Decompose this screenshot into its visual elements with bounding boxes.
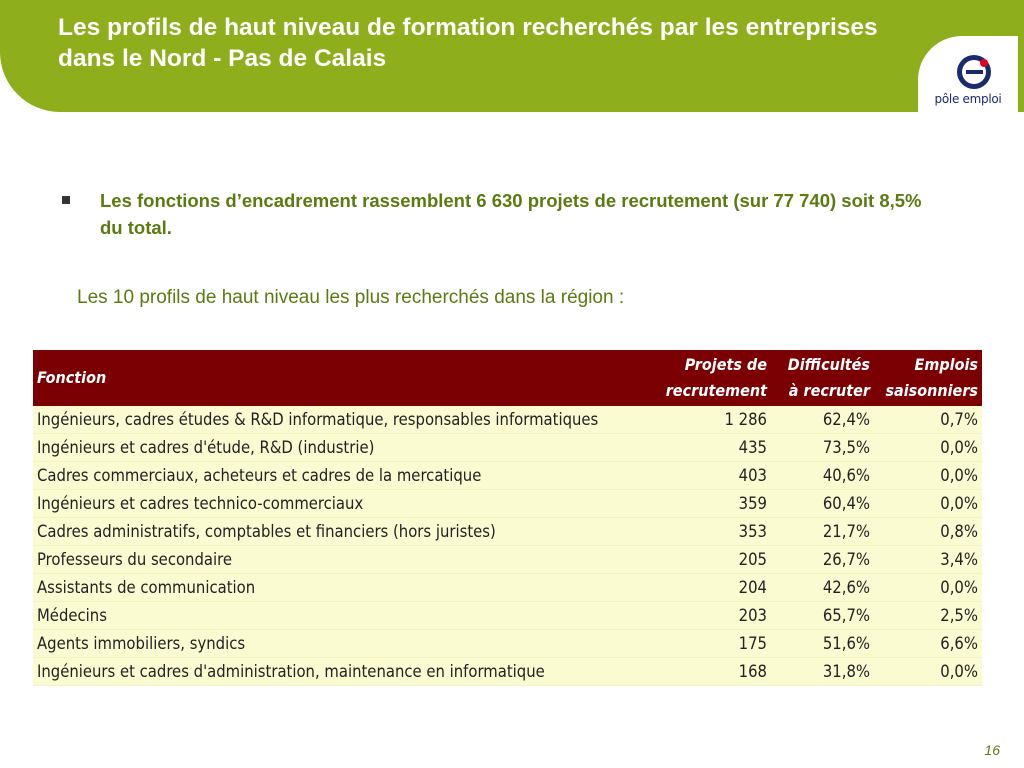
table-row <box>33 546 982 574</box>
cell-projets: 403 <box>661 462 771 490</box>
header-projets-line2: recrutement <box>665 381 767 400</box>
cell-projets: 353 <box>661 518 771 546</box>
data-table <box>33 350 982 680</box>
pole-emploi-logo-icon <box>956 54 992 90</box>
cell-fonction: Ingénieurs, cadres études & R&D informatique, responsables informatiques <box>33 406 661 434</box>
cell-saisonniers: 0,0% <box>874 490 982 518</box>
cell-difficultes: 21,7% <box>771 518 874 546</box>
cell-difficultes: 51,6% <box>771 630 874 658</box>
cell-fonction: Cadres administratifs, comptables et financiers (hors juristes) <box>33 518 661 546</box>
page-title: Les profils de haut niveau de formation recherchés par les entreprises dans le Nord - Pas de Calais <box>58 14 878 72</box>
logo <box>918 36 1018 112</box>
cell-projets: 175 <box>661 630 771 658</box>
cell-projets: 204 <box>661 574 771 602</box>
table-row <box>33 574 982 602</box>
table-row <box>33 462 982 490</box>
header-emplois <box>874 350 982 406</box>
table-row <box>33 490 982 518</box>
cell-fonction: Ingénieurs et cadres d'étude, R&D (industrie) <box>33 434 661 462</box>
header-difficultes-line1: Difficultés <box>787 355 870 374</box>
page-number: 16 <box>984 742 1000 758</box>
cell-difficultes: 73,5% <box>771 434 874 462</box>
table-row <box>33 602 982 630</box>
header-emplois-line1: Emplois <box>914 355 978 374</box>
cell-fonction: Cadres commerciaux, acheteurs et cadres de la mercatique <box>33 462 661 490</box>
table-row <box>33 406 982 434</box>
cell-saisonniers: 0,0% <box>874 658 982 686</box>
cell-difficultes: 65,7% <box>771 602 874 630</box>
table-row <box>33 658 982 686</box>
cell-projets: 205 <box>661 546 771 574</box>
cell-difficultes: 40,6% <box>771 462 874 490</box>
cell-fonction: Ingénieurs et cadres d'administration, maintenance en informatique <box>33 658 661 686</box>
header-difficultes <box>771 350 874 406</box>
cell-saisonniers: 6,6% <box>874 630 982 658</box>
cell-projets: 203 <box>661 602 771 630</box>
cell-saisonniers: 0,0% <box>874 574 982 602</box>
square-bullet-icon <box>62 196 70 204</box>
cell-fonction: Professeurs du secondaire <box>33 546 661 574</box>
cell-projets: 1 286 <box>661 406 771 434</box>
cell-saisonniers: 0,0% <box>874 434 982 462</box>
cell-fonction: Ingénieurs et cadres technico-commerciaux <box>33 490 661 518</box>
cell-difficultes: 60,4% <box>771 490 874 518</box>
logo-text: pôle emploi <box>934 92 1002 106</box>
cell-difficultes: 42,6% <box>771 574 874 602</box>
header-projets <box>661 350 771 406</box>
header-difficultes-line2: à recruter <box>788 381 870 400</box>
cell-projets: 435 <box>661 434 771 462</box>
cell-difficultes: 26,7% <box>771 546 874 574</box>
bullet-text: Les fonctions d’encadrement rassemblent 6 630 projets de recrutement (sur 77 740) soit 8,5% du total. <box>100 190 922 238</box>
cell-projets: 359 <box>661 490 771 518</box>
cell-fonction: Assistants de communication <box>33 574 661 602</box>
cell-saisonniers: 0,7% <box>874 406 982 434</box>
cell-saisonniers: 3,4% <box>874 546 982 574</box>
cell-fonction: Médecins <box>33 602 661 630</box>
header-projets-line1: Projets de <box>684 355 767 374</box>
table-row <box>33 630 982 658</box>
header-emplois-line2: saisonniers <box>885 381 978 400</box>
table-caption: Les 10 profils de haut niveau les plus recherchés dans la région : <box>77 287 625 308</box>
table-header-row <box>33 350 982 406</box>
table-row <box>33 434 982 462</box>
cell-difficultes: 62,4% <box>771 406 874 434</box>
cell-saisonniers: 2,5% <box>874 602 982 630</box>
cell-difficultes: 31,8% <box>771 658 874 686</box>
table-row <box>33 518 982 546</box>
cell-projets: 168 <box>661 658 771 686</box>
header-fonction: Fonction <box>33 350 661 406</box>
cell-saisonniers: 0,8% <box>874 518 982 546</box>
cell-fonction: Agents immobiliers, syndics <box>33 630 661 658</box>
cell-saisonniers: 0,0% <box>874 462 982 490</box>
